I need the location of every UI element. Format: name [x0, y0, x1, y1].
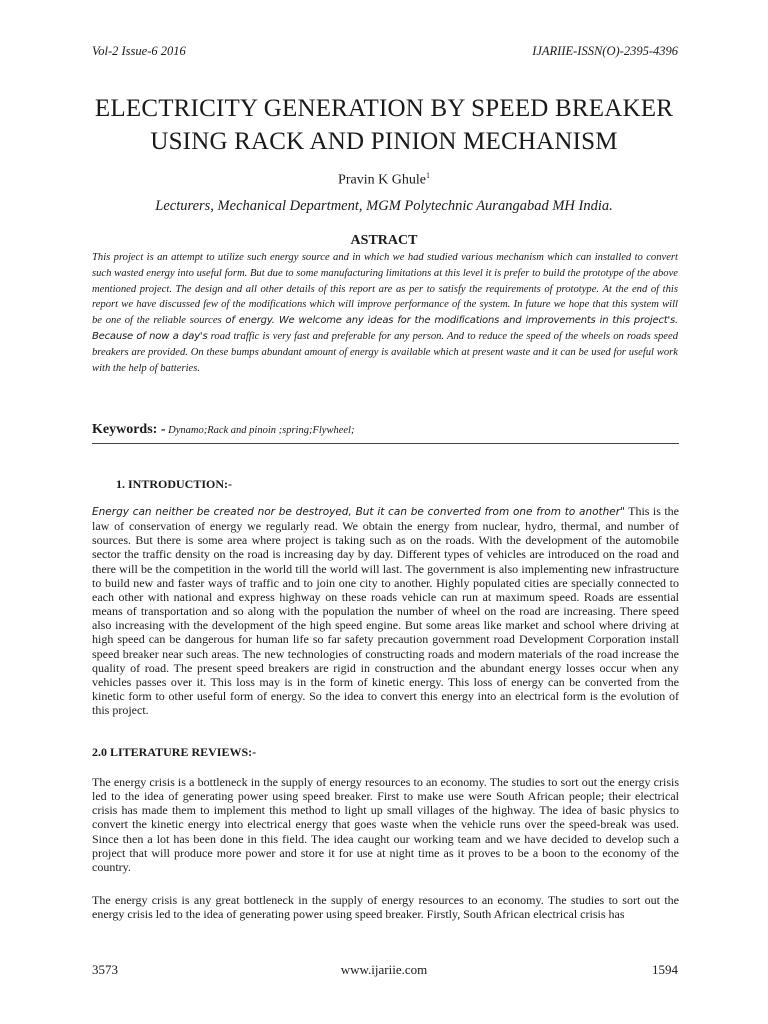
abstract-text-2: road traffic is very fast and preferable for any person. And to reduce the speed of the wheels on roads speed breakers are provided. On these bumps abundant amount of energy is available which at present waste and it can be used for useful work with the help of batteries. — [92, 330, 678, 374]
literature-heading: 2.0 LITERATURE REVIEWS:- — [92, 745, 257, 759]
intro-heading: 1. INTRODUCTION:- — [116, 477, 233, 491]
abstract-heading: ASTRACT — [350, 233, 418, 248]
literature-paragraph-1: The energy crisis is a bottleneck in the supply of energy resources to an economy. The studies to sort out the energy crisis led to the idea of generating power using speed breaker. First to make use were South African people; their electrical crisis has made them to implement this method to light up small villages of the highway. The idea of basic physics to convert the kinetic energy into electrical energy that goes waste when the vehicle runs over the speed-break was used. Since then a lot has been done in this field. The idea caught our working team and we have decided to develop such a project that will produce more power and store it for use at night time as it proves to be a boon to the economy of the country. — [92, 775, 679, 874]
abstract-body — [92, 250, 678, 376]
intro-paragraph — [92, 504, 679, 717]
literature-paragraph-2: The energy crisis is any great bottleneck in the supply of energy resources to an economy. The studies to sort out the energy crisis led to the idea of generating power using speed breaker. Firstly, South African electrical crisis has — [92, 893, 679, 922]
footer-right-number: 1594 — [652, 962, 678, 977]
intro-quote: Energy can neither be created nor be destroyed, But it can be converted from one from to another" — [92, 506, 625, 518]
intro-text: This is the law of conservation of energy we regularly read. We obtain the energy from nuclear, hydro, thermal, and number of sources. But there is some area where project is taking such as on the roads. With the development of the automobile sector the traffic density on the road is increasing day by day. Different types of vehicles are introduced on the road and there will be the competition in the world till the world will last. The government is also implementing new infrastructure to build new and faster ways of traffic and to join one city to another. Highly populated cities are specially connected to each other with national and express highway on these roads vehicle can run at maximum speed. Roads are essential means of transportation and so along with the population the number of wheel on the road are increasing. There speed also increasing with the development of the high speed engine. But some areas like market and school where driving at high speed can be dangerous for human life so far safety precaution government road Development Corporation install speed breaker near such areas. The new technologies of constructing roads and modern materials of the road increase the quality of road. The present speed breakers are rigid in construction and the abundant energy losses occur when any vehicles passes over it. This loss may is in the form of kinetic energy. This loss of energy can be converted from the kinetic form to other useful form of energy. So the idea to convert this energy into an electrical form is the evolution of this project. — [92, 504, 680, 718]
footer-website: www.ijariie.com — [340, 962, 428, 977]
running-header-issn: IJARIIE-ISSN(O)-2395-4396 — [532, 44, 678, 58]
author-name: Pravin K Ghule — [338, 172, 426, 188]
abstract-text-handwritten: of energy. We welcome any ideas for the modifications and improvements in this project's. Because of now a day's — [92, 315, 678, 342]
section-divider — [92, 443, 679, 444]
affiliation: Lecturers, Mechanical Department, MGM Polytechnic Aurangabad MH India. — [155, 198, 613, 214]
abstract-text-1: This project is an attempt to utilize such energy source and in which we had studied various mechanism which can installed to convert such wasted energy into useful form. But due to some manufacturing limitations at this level it is prefer to build the prototype of the above mentioned project. The design and all other details of this report are as per to satisfy the requirements of prototype. At the end of this report we have discussed few of the modifications which will improve performance of the system. In future we hope that this system will be one of the reliable sources — [92, 252, 678, 327]
author-line — [0, 171, 768, 189]
running-header-volume: Vol-2 Issue-6 2016 — [92, 44, 186, 58]
paper-title: ELECTRICITY GENERATION BY SPEED BREAKER USING RACK AND PINION MECHANISM — [94, 95, 674, 155]
keywords-label: Keywords: - — [92, 422, 166, 437]
keywords-value: Dynamo;Rack and pinoin ;spring;Flywheel; — [165, 425, 355, 436]
footer-page-number: 3573 — [92, 962, 118, 977]
author-superscript: 1 — [425, 171, 430, 180]
keywords-line — [92, 422, 354, 438]
